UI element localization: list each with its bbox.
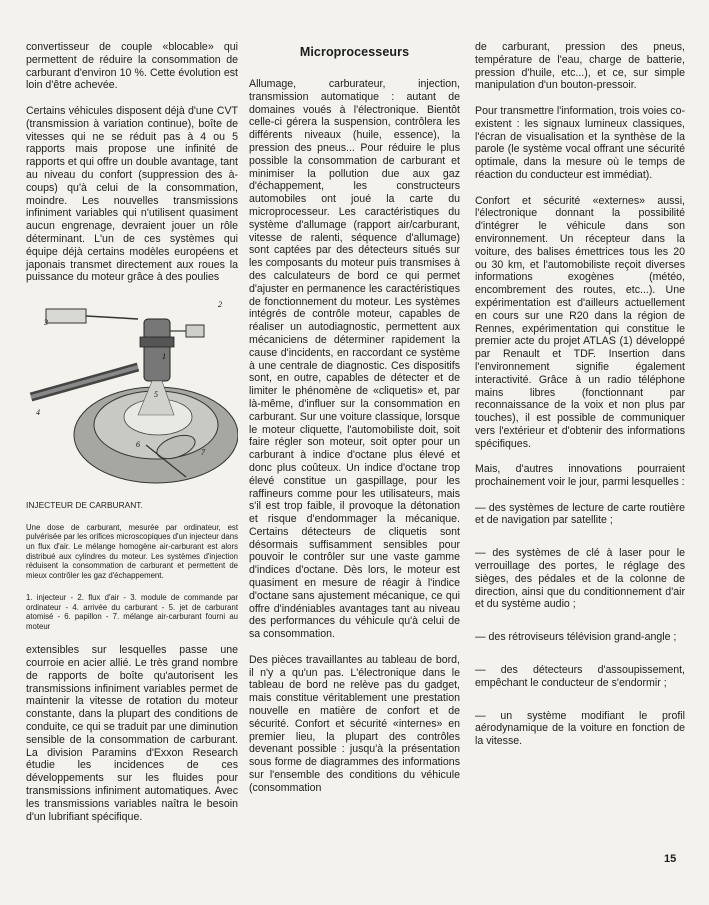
figure-label: 7 — [201, 447, 205, 457]
list-item: — des systèmes de clé à laser pour le verrouillage des portes, le réglage des sièges, des pédales et de la colonne de direction, ainsi que du conditionnement d'air et du système audio ; — [475, 547, 685, 611]
figure-label: 6 — [136, 439, 140, 449]
column-left — [26, 41, 238, 836]
paragraph: Confort et sécurité «externes» aussi, l'électronique donnant la possibilité d'intégrer le véhicule dans son environnement. Un récepteur dans la voiture, des balises émettrices tous les 20 ou 30 km, et l'automobiliste reçoit diverses informations exogènes (météo, encombrement des routes, etc...). Une expérimentation est d'ailleurs actuellement en cours sur une R20 dans la région de Rennes, expérimentation qui constitue le premier acte du projet ATLAS (1) développé par Renault et TDF. Insertion dans l'environnement signifie également interactivité. Grâce à un radio téléphone mains libres (fonctionnant par reconnaissance de la voix et non plus par touches), il est possible de communiquer vers l'extérieur et d'obtenir des informations spécifiques. — [475, 194, 685, 450]
paragraph: de carburant, pression des pneus, température de l'eau, charge de batterie, pression d'huile, etc...), et ce, sur simple manipulation d'un bouton-pressoir. — [475, 41, 685, 92]
page-number: 15 — [664, 853, 677, 865]
figure-label: 1 — [162, 351, 166, 361]
column-middle — [249, 41, 460, 807]
paragraph: Allumage, carburateur, injection, transmission automatique : autant de domaines voués à l'électronique. Bientôt celle-ci gérera la suspension, contrôlera les différents niveaux (huile, essence), la pression des pneus... Pour réduire le plus possible la consommation de carburant et minimiser la pollution due aux gaz d'échappement, les constructeurs automobiles ont joué la carte du microprocesseur. Les caractéristiques du système d'allumage (rapport air/carburant, vitesse de ralenti, séquence d'allumage) sont captées par des détecteurs situés sur les composants du moteur puis transmises à des calculateurs de bord ce qui permet d'ajuster en permanence les caractéristiques de fonctionnement du moteur. Les systèmes intégrés de contrôle moteur, capables de réaliser un autodiagnostic, permettent aux mécaniciens de déterminer rapidement la cause d'incidents, en raccordant ce système à une centrale de diagnostic. Ces dispositifs sont, en outre, capables de détecter et de limiter le phénomène de «cliquetis» et, par là-même, d'influer sur la consommation en carburant. Sur une voiture classique, lorsque le moteur cliquette, l'automobiliste doit, soit faire régler son moteur, soit opter pour un carburant à indice d'octane plus élevé et donc plus coûteux. Un indice d'octane trop élevé constitue un gaspillage, pour les raffineurs comme pour les utilisateurs, mais s'il est trop faible, il provoque la détonation et risque d'endommager la mécanique. Certains détecteurs de cliquetis sont désormais suffisamment sensibles pour pouvoir le contrôler sur une vaste gamme d'indices d'octane. Dès lors, le moteur est quasiment en mesure de réagir à l'indice d'octane sans ajustement mécanique, ce qui offre d'indéniables avantages tant au niveau des performances du véhicule qu'à celui de sa consommation. — [249, 78, 460, 641]
list-item: — des rétroviseurs télévision grand-angle ; — [475, 631, 677, 644]
list-item: — un système modifiant le profil aérodynamique de la voiture en fonction de la vitesse. — [475, 709, 685, 748]
figure-caption: Une dose de carburant, mesurée par ordinateur, est pulvérisée par les orifices microscopiques d'un injecteur dans un flux d'air. Le mélange homogène air-carburant est alors distribué aux cylindres du moteur. Les systèmes d'injection réduisent la consommation de carburant et permettent de mieux contrôler les gaz d'échappement. — [26, 522, 238, 580]
paragraph: Certains véhicules disposent déjà d'une CVT (transmission à variation continue), boîte de vitesses qui ne se réduit pas à 4 ou 5 rapports mais propose une infinité de rapports et qui offre un double avantage, tant au niveau du confort (suppression des à-coups) qu'à celui de la consommation, moindre. Les nouvelles transmissions infiniment variables qui n'utilisent quasiment aucun engrenage, devraient jouer un rôle déterminant. L'un de ces systèmes qui équipe déjà certains modèles européens et japonais transmet directement aux roues la puissance du moteur grâce à des poulies — [26, 104, 238, 284]
fuel-injector-illustration — [26, 297, 238, 492]
paragraph: Mais, d'autres innovations pourraient prochainement voir le jour, parmi lesquelles : — [475, 463, 685, 489]
list-item: — des détecteurs d'assoupissement, empêchant le conducteur de s'endormir ; — [475, 664, 685, 689]
paragraph: extensibles sur lesquelles passe une courroie en acier allié. Le très grand nombre de rapports de boîte qu'autorisent les transmissions infiniment variables permet de maintenir la vitesse de rotation du moteur constante, dans la plupart des conditions de conduite, ce qui se traduit par une diminution sensible de la consommation de carburant. La division Paramins d'Exxon Research étudie les incidences de ces développements sur les fluides pour transmissions infiniment automatiques. Avec les transmissions variables naîtra le besoin d'un lubrifiant spécifique. — [26, 644, 238, 823]
figure-legend: 1. injecteur - 2. flux d'air - 3. module de commande par ordinateur - 4. arrivée du carburant - 5. jet de carburant atomisé - 6. papillon - 7. mélange air-carburant fourni au moteur — [26, 593, 238, 631]
list-item: — des systèmes de lecture de carte routière et de navigation par satellite ; — [475, 501, 685, 527]
paragraph: Pour transmettre l'information, trois voies co-existent : les signaux lumineux classiques, l'écran de visualisation et la synthèse de la parole (le système vocal offrant une sécurité optimale, dans la mesure où le temps de réaction du conducteur est immédiat). — [475, 104, 685, 181]
figure-label: 5 — [154, 389, 158, 399]
column-right — [475, 41, 685, 768]
figure-label: 4 — [36, 407, 40, 417]
section-heading: Microprocesseurs — [299, 45, 410, 59]
figure-label: 2 — [218, 299, 222, 309]
paragraph: convertisseur de couple «blocable» qui permettent de réduire la consommation de carburant d'environ 10 %. Cette évolution est loin d'être achevée. — [26, 41, 238, 92]
figure-title: INJECTEUR DE CARBURANT. — [26, 499, 143, 510]
figure-label: 3 — [44, 317, 48, 327]
paragraph: Des pièces travaillantes au tableau de bord, il n'y a qu'un pas. L'électronique dans le tableau de bord ne relève pas du gadget, mais constitue véritablement une prestation nouvelle en matière de confort et de sécurité. Confort et sécurité «internes» en premier lieu, la plupart des contrôles devenant possible : jusqu'à la présentation sous forme de diagrammes des informations sur l'ensemble des conditions du véhicule (consommation — [249, 653, 460, 794]
